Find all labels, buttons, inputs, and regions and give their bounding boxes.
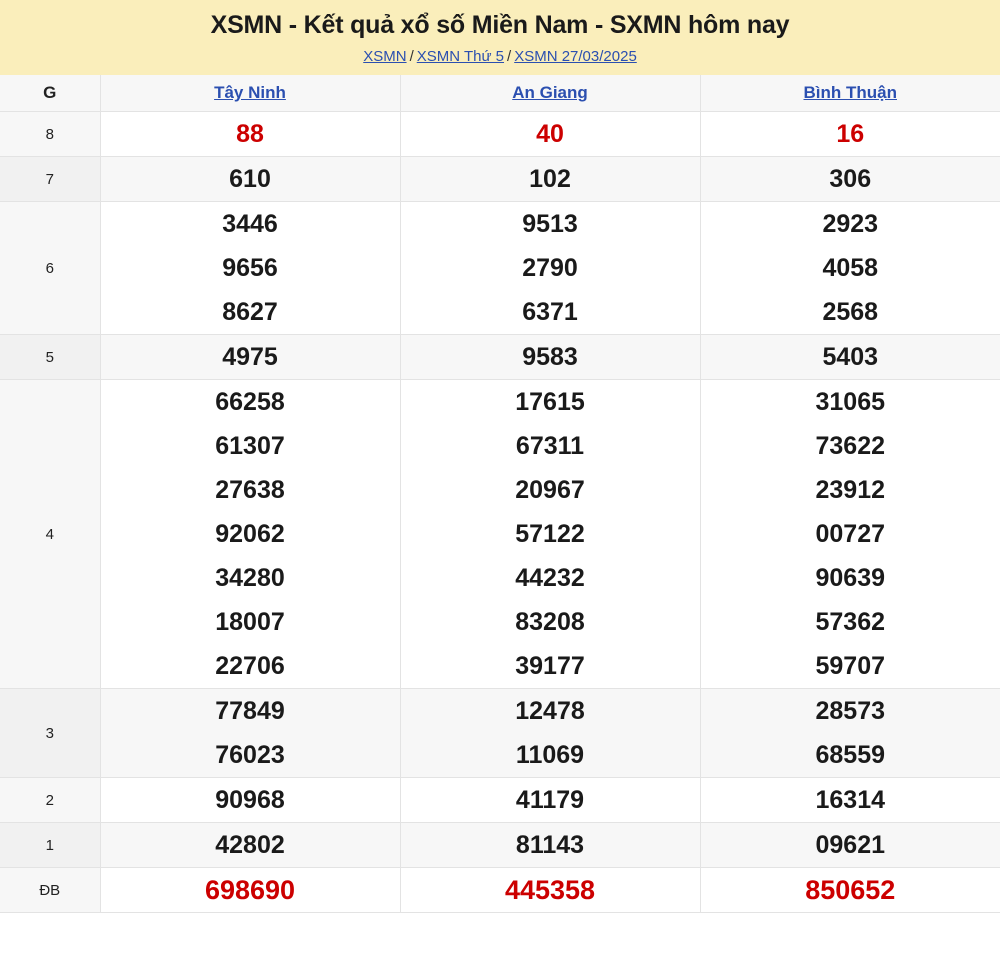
result-cell [400,112,700,157]
result-number: 61307 [215,432,285,461]
result-cell [700,689,1000,778]
result-cell [700,335,1000,380]
result-number: 610 [229,165,271,194]
column-header-province-1 [100,75,400,112]
result-number: 17615 [515,388,585,417]
result-cell [100,868,400,913]
result-number: 3446 [222,210,278,239]
result-cell [400,778,700,823]
result-number: 4975 [222,343,278,372]
result-number: 20967 [515,476,585,505]
breadcrumb-separator-1: / [409,48,414,66]
result-number: 4058 [822,254,879,283]
table-row [0,778,1000,823]
result-cell [400,157,700,202]
result-cell [100,689,400,778]
column-header-prize: G [0,75,100,112]
table-row [0,202,1000,335]
result-cell [100,823,400,868]
result-number: 22706 [215,652,285,681]
result-number: 27638 [215,476,285,505]
table-row [0,689,1000,778]
column-header-province-3 [700,75,1000,112]
result-number: 59707 [815,652,886,681]
result-number: 306 [829,165,872,194]
breadcrumb-link-date[interactable]: XSMN 27/03/2025 [514,48,637,66]
table-row [0,335,1000,380]
prize-label: 1 [0,823,100,868]
result-number: 57362 [815,608,886,637]
result-cell [700,157,1000,202]
table-row [0,112,1000,157]
result-number: 698690 [204,875,296,906]
column-header-province-2 [400,75,700,112]
prize-label: ĐB [0,868,100,913]
table-header-row [0,75,1000,112]
result-number: 83208 [515,608,585,637]
result-number: 31065 [815,388,886,417]
breadcrumb [0,47,1000,67]
prize-label: 6 [0,202,100,335]
result-cell [400,868,700,913]
result-number: 28573 [815,697,886,726]
result-number: 44232 [515,564,585,593]
result-number: 18007 [215,608,285,637]
province-link-an-giang[interactable]: An Giang [512,83,588,102]
result-number: 68559 [815,741,886,770]
result-number: 90968 [215,786,285,815]
table-row [0,380,1000,689]
breadcrumb-link-xsmn[interactable]: XSMN [363,48,407,66]
result-cell [100,335,400,380]
result-number: 40 [536,120,564,149]
result-number: 81143 [515,831,585,860]
result-number: 9583 [522,343,578,372]
result-number: 00727 [815,520,886,549]
result-cell [400,335,700,380]
result-cell [400,689,700,778]
result-number: 16314 [815,786,886,815]
result-cell [400,380,700,689]
result-number: 11069 [515,741,585,770]
result-cell [700,202,1000,335]
lottery-results-table [0,75,1000,914]
result-cell [700,868,1000,913]
prize-label: 2 [0,778,100,823]
result-number: 8627 [222,298,278,327]
result-cell [700,823,1000,868]
result-number: 90639 [815,564,886,593]
prize-label: 8 [0,112,100,157]
result-number: 39177 [515,652,585,681]
result-cell [100,380,400,689]
table-row [0,823,1000,868]
result-number: 34280 [215,564,285,593]
result-number: 12478 [515,697,585,726]
result-cell [400,823,700,868]
result-cell [100,157,400,202]
prize-label: 3 [0,689,100,778]
result-number: 77849 [215,697,285,726]
result-number: 41179 [515,786,585,815]
result-number: 6371 [522,298,578,327]
result-number: 67311 [515,432,585,461]
result-number: 23912 [815,476,886,505]
result-number: 57122 [515,520,585,549]
table-row [0,868,1000,913]
result-number: 42802 [215,831,285,860]
result-cell [100,112,400,157]
result-cell [700,380,1000,689]
result-cell [100,778,400,823]
page-title: XSMN - Kết quả xổ số Miền Nam - SXMN hôm nay [210,11,790,39]
breadcrumb-link-weekday[interactable]: XSMN Thứ 5 [416,48,505,66]
result-number: 5403 [822,343,879,372]
result-number: 850652 [805,875,896,906]
result-number: 445358 [504,875,596,906]
result-number: 9513 [522,210,578,239]
result-number: 9656 [222,254,278,283]
result-number: 73622 [815,432,886,461]
result-number: 88 [236,120,264,149]
result-number: 2568 [822,298,879,327]
result-number: 2790 [522,254,578,283]
result-number: 66258 [215,388,285,417]
result-cell [700,112,1000,157]
prize-label: 7 [0,157,100,202]
result-number: 16 [836,120,865,149]
result-number: 76023 [215,741,285,770]
prize-label: 5 [0,335,100,380]
result-number: 102 [529,165,571,194]
result-number: 09621 [815,831,886,860]
breadcrumb-separator-2: / [507,48,512,66]
result-number: 92062 [215,520,285,549]
page-header [0,0,1000,75]
result-cell [400,202,700,335]
province-link-binh-thuan[interactable]: Bình Thuận [803,83,897,102]
table-row [0,157,1000,202]
result-cell [100,202,400,335]
table-body [0,112,1000,913]
prize-label: 4 [0,380,100,689]
result-number: 2923 [822,210,879,239]
result-cell [700,778,1000,823]
province-link-tay-ninh[interactable]: Tây Ninh [214,83,286,102]
